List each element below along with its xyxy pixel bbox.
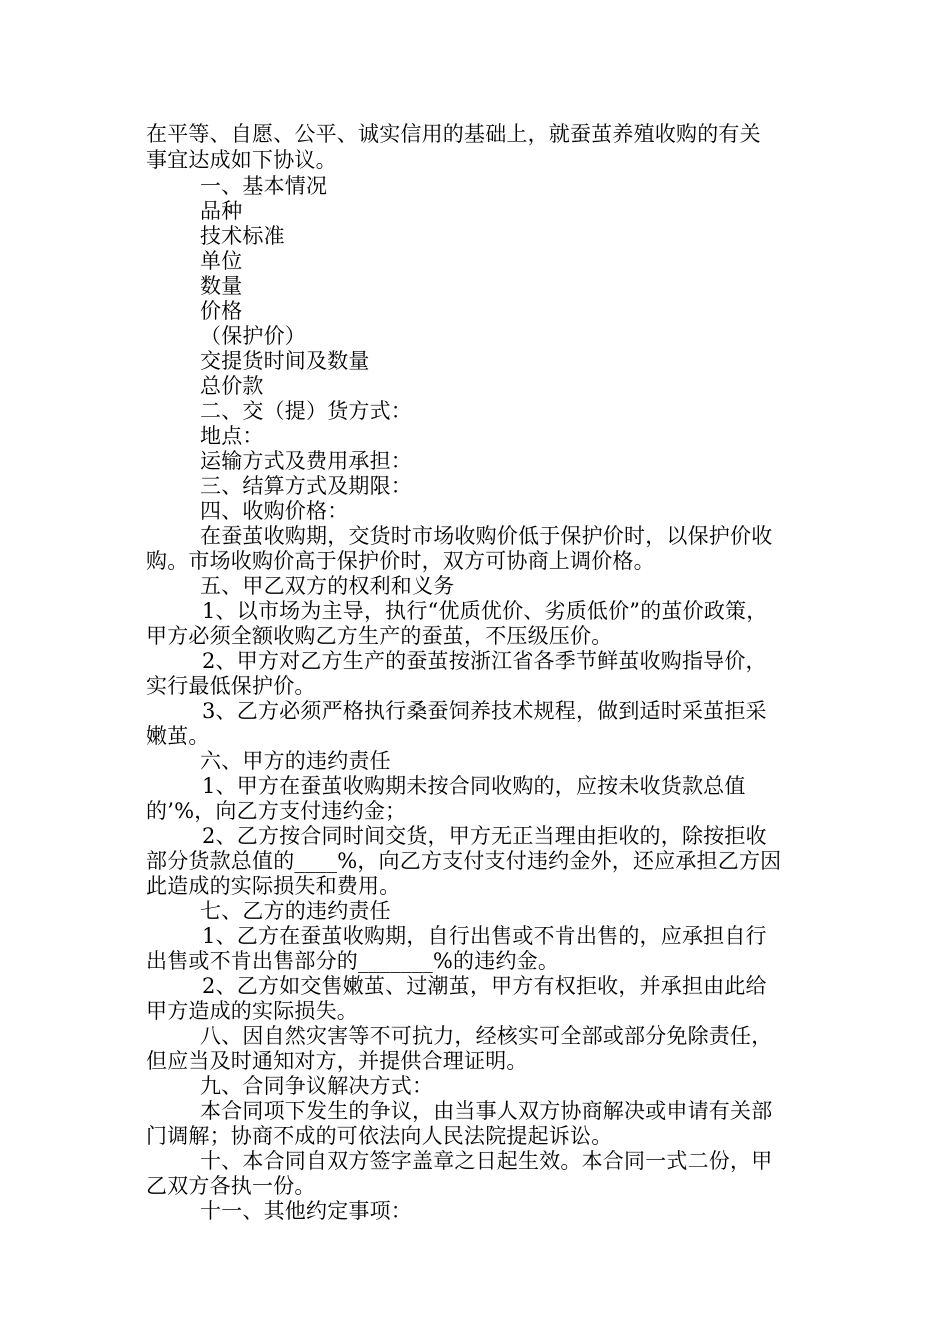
section-heading: 十、本合同自双方签字盖章之日起生效。本合同一式二份，甲 [200, 1149, 773, 1173]
text-line: 在蚕茧收购期，交货时市场收购价低于保护价时，以保护价收 [200, 524, 773, 548]
text-line: 交提货时间及数量 [200, 349, 370, 373]
text-line: 甲方造成的实际损失。 [146, 999, 358, 1023]
text-line: 但应当及时通知对方，并提供合理证明。 [146, 1049, 528, 1073]
text-line: 2、甲方对乙方生产的蚕茧按浙江省各季节鲜茧收购指导价， [202, 649, 767, 673]
text-line: 事宜达成如下协议。 [146, 148, 337, 172]
section-heading: 二、交（提）货方式： [200, 399, 412, 423]
text-line: （保护价） [200, 324, 306, 348]
text-line: 在平等、自愿、公平、诚实信用的基础上，就蚕茧养殖收购的有关 [146, 122, 761, 146]
text-line: 总价款 [200, 374, 264, 398]
text-line: 地点： [200, 424, 264, 448]
text-line: 门调解；协商不成的可依法向人民法院提起诉讼。 [146, 1124, 613, 1148]
section-heading: 九、合同争议解决方式： [200, 1074, 434, 1098]
text-line: 单位 [200, 249, 243, 273]
text-line: 甲方必须全额收购乙方生产的蚕茧，不压级压价。 [146, 624, 613, 648]
text-line: 数量 [200, 274, 243, 298]
text-line: 此造成的实际损失和费用。 [146, 874, 401, 898]
section-heading: 五、甲乙双方的权利和义务 [200, 574, 455, 598]
section-heading: 六、甲方的违约责任 [200, 749, 391, 773]
text-line: 购。市场收购价高于保护价时，双方可协商上调价格。 [146, 549, 655, 573]
section-heading: 三、结算方式及期限： [200, 474, 412, 498]
text-line: 1、甲方在蚕茧收购期未按合同收购的，应按未收货款总值 [202, 774, 746, 798]
text-line: 2、乙方按合同时间交货，甲方无正当理由拒收的，除按拒收 [202, 824, 767, 848]
section-heading: 八、因自然灾害等不可抗力，经核实可全部或部分免除责任， [200, 1024, 773, 1048]
text-line: 1、乙方在蚕茧收购期，自行出售或不肯出售的，应承担自行 [202, 924, 767, 948]
section-heading: 四、收购价格： [200, 499, 349, 523]
text-line: 价格 [200, 299, 243, 323]
section-heading: 七、乙方的违约责任 [200, 899, 391, 923]
text-line: 嫩茧。 [146, 724, 210, 748]
text-line: 3、乙方必须严格执行桑蚕饲养技术规程，做到适时采茧拒采 [202, 699, 767, 723]
text-line: 实行最低保护价。 [146, 674, 316, 698]
text-line: 品种 [200, 199, 243, 223]
text-line: 2、乙方如交售嫩茧、过潮茧，甲方有权拒收，并承担由此给 [202, 974, 767, 998]
text-line: 出售或不肯出售部分的_______%的违约金。 [146, 949, 560, 973]
section-heading: 一、基本情况 [200, 174, 328, 198]
text-line: 部分货款总值的____%，向乙方支付支付违约金外，还应承担乙方因 [146, 849, 782, 873]
section-heading: 十一、其他约定事项： [200, 1199, 412, 1223]
text-line: 1、以市场为主导，执行“优质优价、劣质低价”的茧价政策， [202, 599, 768, 623]
text-line: 运输方式及费用承担： [200, 449, 412, 473]
text-line: 的’%，向乙方支付违约金； [146, 799, 407, 823]
text-line: 乙双方各执一份。 [146, 1174, 316, 1198]
text-line: 技术标准 [200, 224, 285, 248]
text-line: 本合同项下发生的争议，由当事人双方协商解决或申请有关部 [200, 1099, 773, 1123]
